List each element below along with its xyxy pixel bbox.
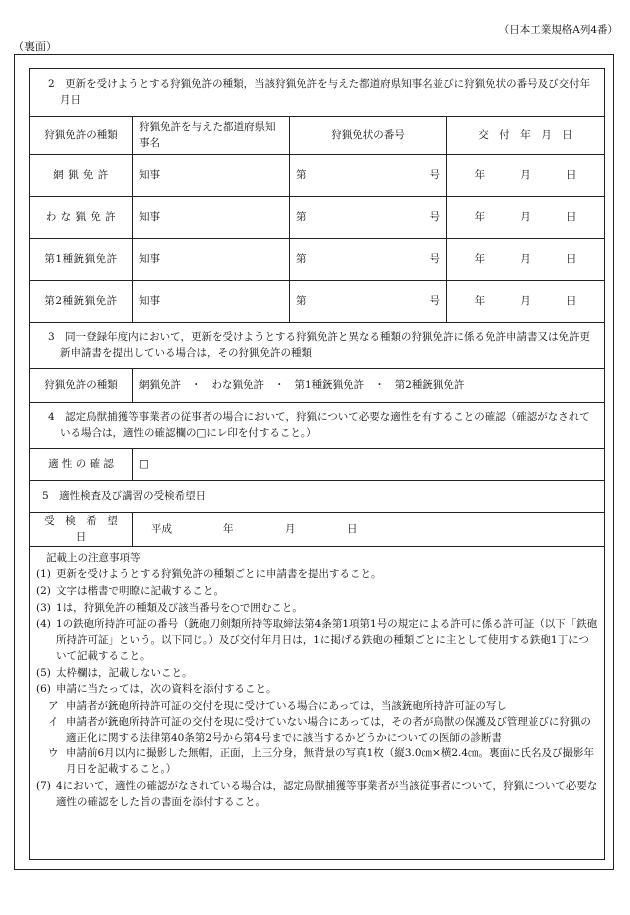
note-item: (7) 4において，適性の確認がなされている場合は，認定鳥獣捕獲等事業者が当該従事者について，狩猟について必要な適性の確認をした旨の書面を添付すること。	[36, 779, 598, 808]
note-subitem: イ 申請者が銃砲所持許可証の交付を現に受けていない場合にあっては，その者が鳥獣の保護及び管理並びに狩猟の適正化に関する法律第40条第2号から第4号までに該当するかどうかについての医師の診断書	[48, 715, 591, 744]
section2-header-row	[30, 117, 605, 155]
aptitude-label: 適 性 の 確 認	[30, 449, 133, 481]
issue-date-field[interactable]: 年 月 日	[447, 197, 605, 239]
col-governor: 狩猟免許を与えた都道府県知事名	[133, 117, 290, 155]
section3-label: 狩猟免許の種類	[30, 369, 133, 403]
section3-title: 3 同一登録年度内において，更新を受けようとする狩猟免許と異なる種類の狩猟免許に係る免許申請書又は免許更新申請書を提出している場合は，その狩猟免許の種類	[30, 323, 605, 369]
governor-field[interactable]: 知事	[133, 155, 290, 197]
col-license-number: 狩猟免状の番号	[290, 117, 447, 155]
note-item: (4) 1の鉄砲所持許可証の番号（銃砲刀剣類所持等取締法第4条第1項第1号の規定による許可に係る許可証（以下「鉄砲所持許可証」という。以下同じ。）及び交付年月日は，1に掲げる鉄砲の種類ごとに主として使用する鉄砲1丁について記載すること。	[36, 618, 598, 662]
note-item: (6) 申請に当たっては，次の資料を添付すること。	[36, 683, 277, 696]
instructions-heading: 記載上の注意事項等	[46, 552, 141, 564]
issue-date-field[interactable]: 年 月 日	[447, 239, 605, 281]
governor-field[interactable]: 知事	[133, 197, 290, 239]
col-issue-date: 交 付 年 月 日	[447, 117, 605, 155]
license-row	[30, 239, 605, 281]
section5-title: 5 適性検査及び講習の受検希望日	[30, 481, 605, 513]
separator: ・	[191, 378, 202, 391]
option-net-license[interactable]: 網猟免許	[139, 378, 181, 391]
issue-date-field[interactable]: 年 月 日	[447, 281, 605, 323]
option-gun2-license[interactable]: 第2種銃猟免許	[394, 378, 465, 391]
exam-date-field[interactable]: 平成 年 月 日	[133, 513, 605, 547]
license-kind-options	[133, 369, 605, 403]
governor-field[interactable]: 知事	[133, 281, 290, 323]
license-row	[30, 155, 605, 197]
note-subitem: ウ 申請前6月以内に撮影した無帽，正面，上三分身，無背景の写真1枚（縦3.0㎝×横2.4㎝。裏面に氏名及び撮影年月日を記載すること。）	[48, 747, 595, 776]
note-item: (5) 太枠欄は，記載しないこと。	[36, 666, 193, 679]
section4-title: 4 認定鳥獣捕獲等事業者の従事者の場合において，狩猟について必要な適性を有することの確認（確認がなされている場合は，適性の確認欄の□にレ印を付すること。）	[30, 403, 605, 449]
license-number-field[interactable]: 第 号	[290, 197, 447, 239]
col-license-kind: 狩猟免許の種類	[30, 117, 133, 155]
reverse-side-label: （裏面）	[13, 40, 57, 53]
license-row	[30, 281, 605, 323]
standard-size-label: （日本工業規格A列4番）	[498, 24, 618, 36]
section2-title: 2 更新を受けようとする狩猟免許の種類，当該狩猟免許を与えた都道府県知事名並びに狩猟免状の番号及び交付年月日	[30, 69, 605, 117]
issue-date-field[interactable]: 年 月 日	[447, 155, 605, 197]
license-kind: 網 猟 免 許	[30, 155, 133, 197]
license-row	[30, 197, 605, 239]
license-kind: 第2種銃猟免許	[30, 281, 133, 323]
exam-date-label: 受 検 希 望 日	[30, 513, 133, 547]
note-item: (3) 1は，狩猟免許の種類及び該当番号を○で囲むこと。	[36, 601, 303, 614]
aptitude-checkbox[interactable]: □	[133, 449, 605, 481]
note-subitem: ア 申請者が銃砲所持許可証の交付を現に受けている場合にあっては，当該銃砲所持許可証の写し	[48, 700, 507, 713]
instructions	[30, 547, 605, 860]
license-number-field[interactable]: 第 号	[290, 155, 447, 197]
option-gun1-license[interactable]: 第1種銃猟免許	[294, 378, 365, 391]
governor-field[interactable]: 知事	[133, 239, 290, 281]
separator: ・	[274, 378, 285, 391]
note-item: (2) 文字は楷書で明瞭に記載すること。	[36, 584, 224, 597]
note-item: (1) 更新を受けようとする狩猟免許の種類ごとに申請書を提出すること。	[36, 568, 382, 581]
option-trap-license[interactable]: わな猟免許	[211, 378, 264, 391]
license-number-field[interactable]: 第 号	[290, 239, 447, 281]
renewal-form-table	[29, 68, 605, 860]
license-kind: わ な 猟 免 許	[30, 197, 133, 239]
separator: ・	[374, 378, 385, 391]
license-kind: 第1種銃猟免許	[30, 239, 133, 281]
license-number-field[interactable]: 第 号	[290, 281, 447, 323]
era: 平成	[151, 522, 172, 535]
